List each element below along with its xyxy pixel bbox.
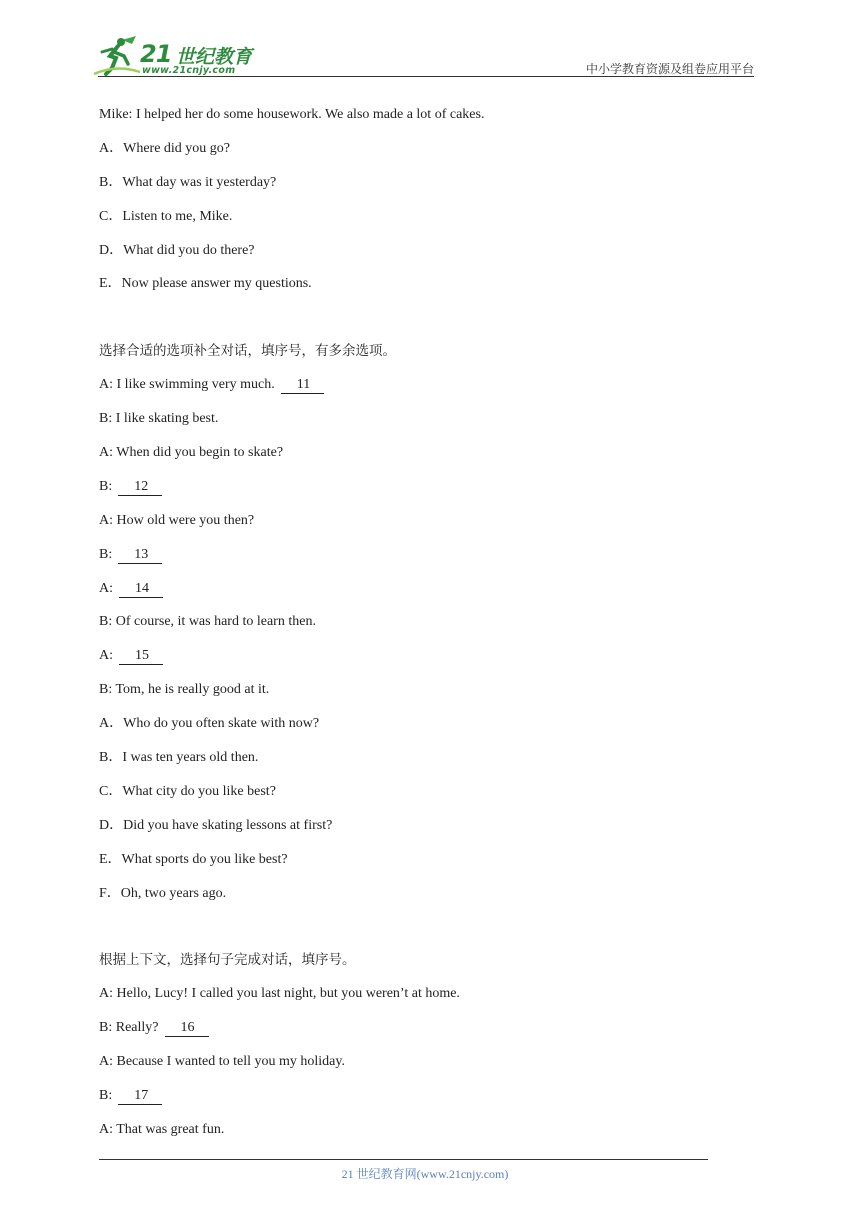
page-header bbox=[0, 0, 860, 80]
section-2 bbox=[99, 334, 739, 910]
answer-blank[interactable]: 11 bbox=[281, 377, 324, 394]
option-item: F．Oh, two years ago. bbox=[99, 885, 227, 901]
dialog-text: A: Hello, Lucy! I called you last night, but you weren’t at home. bbox=[99, 986, 460, 1002]
answer-blank[interactable]: 15 bbox=[119, 648, 163, 665]
answer-blank[interactable]: 13 bbox=[118, 547, 162, 564]
dialog-line bbox=[99, 436, 739, 470]
option-b: B．What day was it yesterday? bbox=[99, 174, 277, 190]
dialog-line bbox=[99, 572, 739, 606]
dialog-line bbox=[99, 1045, 739, 1079]
section-3 bbox=[99, 943, 739, 1146]
dialog-line bbox=[99, 368, 739, 402]
dialog-line bbox=[99, 639, 739, 673]
dialog-text: B: Of course, it was hard to learn then. bbox=[99, 614, 316, 630]
dialog-text: B: Tom, he is really good at it. bbox=[99, 682, 270, 698]
option-a: A．Where did you go? bbox=[99, 140, 231, 156]
logo-chinese-text: 世纪教育 bbox=[176, 46, 253, 68]
answer-blank[interactable]: 14 bbox=[119, 581, 163, 598]
logo-url: www.21cnjy.com bbox=[142, 65, 236, 76]
option-item: B．I was ten years old then. bbox=[99, 750, 259, 766]
dialog-line bbox=[99, 1113, 739, 1147]
section-instruction: 根据上下文，选择句子完成对话，填序号。 bbox=[99, 952, 356, 969]
option-e: E．Now please answer my questions. bbox=[99, 276, 312, 292]
header-divider bbox=[98, 76, 754, 77]
dialog-line bbox=[99, 1079, 739, 1113]
platform-title: 中小学教育资源及组卷应用平台 bbox=[585, 62, 754, 76]
logo-number: 21 bbox=[140, 40, 172, 68]
section-1 bbox=[99, 98, 739, 301]
option-item: D．Did you have skating lessons at first? bbox=[99, 817, 333, 833]
dialog-text: B: Really? bbox=[99, 1020, 159, 1036]
dialog-text: A: bbox=[99, 580, 113, 596]
dialog-text: B: bbox=[99, 546, 113, 562]
dialog-line bbox=[99, 605, 739, 639]
dialog-line bbox=[99, 673, 739, 707]
dialog-text: A: Because I wanted to tell you my holiday. bbox=[99, 1054, 345, 1070]
dialog-text: A: When did you begin to skate? bbox=[99, 445, 284, 461]
option-c: C．Listen to me, Mike. bbox=[99, 208, 233, 224]
page-footer bbox=[0, 1165, 860, 1182]
dialog-text: A: I like swimming very much. bbox=[99, 377, 275, 393]
dialog-line: Mike: I helped her do some housework. We also made a lot of cakes. bbox=[99, 107, 485, 122]
dialog-text: B: I like skating best. bbox=[99, 411, 219, 427]
dialog-line bbox=[99, 977, 739, 1011]
runner-logo-icon bbox=[92, 34, 142, 76]
dialog-line bbox=[99, 504, 739, 538]
dialog-line bbox=[99, 470, 739, 504]
option-item: C．What city do you like best? bbox=[99, 783, 276, 799]
dialog-text: A: bbox=[99, 648, 113, 664]
dialog-line bbox=[99, 538, 739, 572]
option-item: E．What sports do you like best? bbox=[99, 851, 288, 867]
answer-blank[interactable]: 12 bbox=[118, 479, 162, 496]
option-d: D．What did you do there? bbox=[99, 242, 255, 258]
dialog-line bbox=[99, 402, 739, 436]
answer-blank[interactable]: 17 bbox=[118, 1088, 162, 1105]
dialog-text: A: That was great fun. bbox=[99, 1121, 225, 1137]
footer-divider bbox=[99, 1159, 708, 1160]
dialog-line bbox=[99, 1011, 739, 1045]
answer-blank[interactable]: 16 bbox=[165, 1020, 209, 1037]
option-item: A．Who do you often skate with now? bbox=[99, 716, 320, 732]
dialog-text: A: How old were you then? bbox=[99, 512, 255, 528]
site-logo bbox=[92, 34, 262, 78]
document-body bbox=[99, 98, 739, 1147]
dialog-text: B: bbox=[99, 478, 113, 494]
section-instruction: 选择合适的选项补全对话，填序号，有多余选项。 bbox=[99, 343, 396, 360]
dialog-text: B: bbox=[99, 1088, 113, 1104]
footer-text: 21 世纪教育网(www.21cnjy.com) bbox=[341, 1167, 509, 1181]
